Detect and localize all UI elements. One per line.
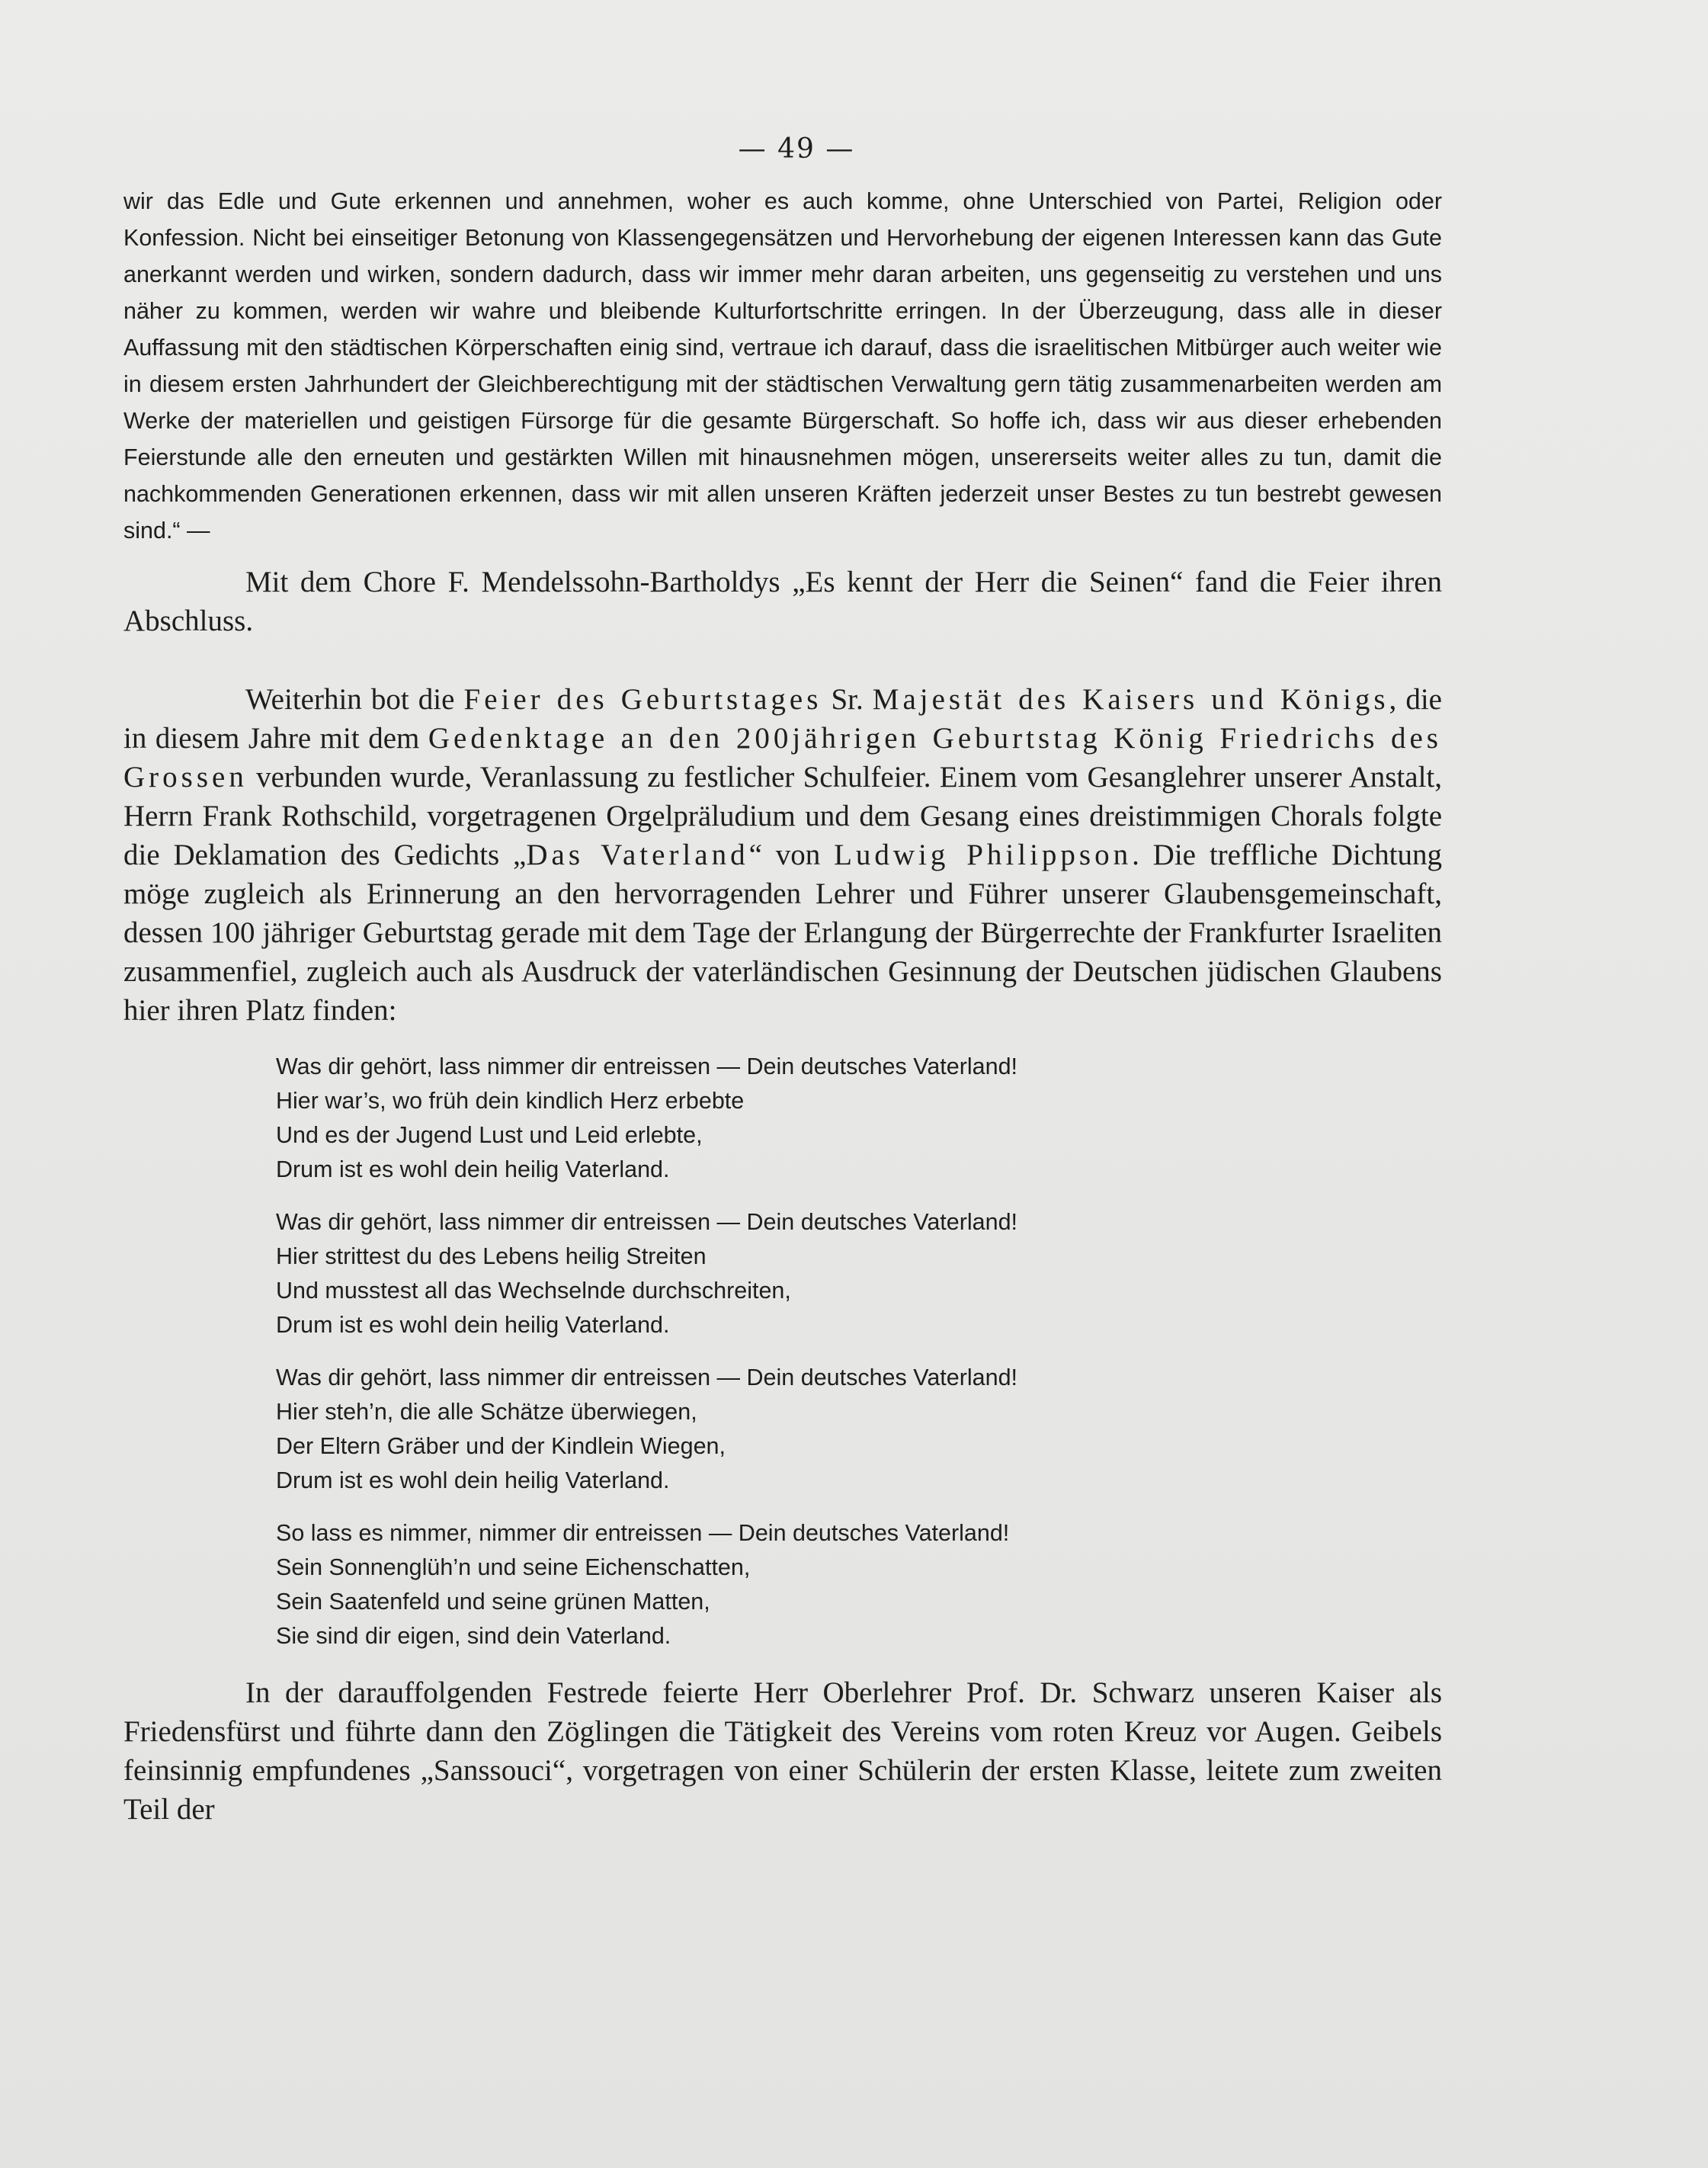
page-number: — 49 — [738, 133, 855, 165]
poem-line: Drum ist es wohl dein heilig Vaterland. [276, 1467, 670, 1493]
poem-line: Sie sind dir eigen, sind dein Vaterland. [276, 1623, 671, 1649]
text-run: . Die treffliche Dichtung möge zugleich als Erinnerung an den hervorragenden Lehrer und Führer unserer Glaubensgemeinschaft, dessen 100 jähriger Geburtstag gerade mit dem Tage der Erlangung der Bürgerrechte der Frankfurter Israeliten zusammenfiel, zugleich auch als Ausdruck der vaterländischen Gesinnung der Deutschen jüdischen Glaubens hier ihren Platz finden: [123, 839, 1442, 1027]
poem-das-vaterland [276, 1050, 1442, 1653]
poem-line: Und musstest all das Wechselnde durchschreiten, [276, 1278, 791, 1304]
poem-line: Was dir gehört, lass nimmer dir entreissen — Dein deutsches Vaterland! [276, 1365, 1018, 1390]
text-run: “ von [748, 839, 835, 871]
poem-line: Sein Sonnenglüh’n und seine Eichenschatten, [276, 1554, 751, 1580]
spaced-emphasis: Das Vaterland [526, 839, 749, 871]
text-run: Sr. [822, 683, 873, 716]
spaced-emphasis: Feier des Geburtstages [463, 683, 822, 716]
speech-quote-paragraph: wir das Edle und Gute erkennen und annehmen, woher es auch komme, ohne Unterschied von Partei, Religion oder Konfession. Nicht bei einseitiger Betonung von Klassengegensätzen und Hervorhebung der eigenen Interessen kann das Gute anerkannt werden und wirken, sondern dadurch, dass wir immer mehr daran arbeiten, uns gegenseitig zu verstehen und uns näher zu kommen, werden wir wahre und bleibende Kulturfortschritte erringen. In der Überzeugung, dass alle in dieser Auffassung mit den städtischen Körperschaften einig sind, vertraue ich darauf, dass die israelitischen Mitbürger auch weiter wie in diesem ersten Jahrhundert der Gleichberechtigung mit der städtischen Verwaltung gern tätig zusammenarbeiten werden am Werke der materiellen und geistigen Fürsorge für die gesamte Bürgerschaft. So hoffe ich, dass wir aus dieser erhebenden Feierstunde alle den erneuten und gestärkten Willen mit hinausnehmen mögen, unsererseits weiter alles zu tun, damit die nachkommenden Generationen erkennen, dass wir mit allen unseren Kräften jederzeit unser Bestes zu tun bestrebt gewesen sind.“ — [123, 188, 1442, 544]
poem-stanza [276, 1361, 1442, 1498]
poem-stanza [276, 1205, 1442, 1342]
spaced-emphasis: Majestät des Kaisers und Königs [872, 683, 1389, 716]
poem-line: Der Eltern Gräber und der Kindlein Wiegen, [276, 1433, 726, 1459]
birthday-celebration-paragraph [123, 680, 1442, 1030]
poem-line: Sein Saatenfeld und seine grünen Matten, [276, 1589, 710, 1615]
poem-line: Was dir gehört, lass nimmer dir entreissen — Dein deutsches Vaterland! [276, 1209, 1018, 1235]
poem-line: Hier strittest du des Lebens heilig Streiten [276, 1243, 707, 1269]
poem-line: Drum ist es wohl dein heilig Vaterland. [276, 1312, 670, 1338]
text-run: , die in diesem Jahre mit dem [123, 683, 1442, 755]
spaced-emphasis: Gedenktage an den 200jährigen Geburtstag König Friedrichs des Grossen [123, 722, 1442, 794]
closing-choir-paragraph: Mit dem Chore F. Mendelssohn-Bartholdys „Es kennt der Herr die Seinen“ fand die Feier ihren Abschluss. [123, 566, 1442, 637]
poem-stanza [276, 1050, 1442, 1187]
page-body [123, 183, 1442, 1829]
poem-line: Drum ist es wohl dein heilig Vaterland. [276, 1156, 670, 1182]
poem-line: Hier steh’n, die alle Schätze überwiegen, [276, 1399, 697, 1425]
poem-stanza [276, 1516, 1442, 1653]
poem-line: So lass es nimmer, nimmer dir entreissen — Dein deutsches Vaterland! [276, 1520, 1010, 1546]
text-run: verbunden wurde, Veranlassung zu festlicher Schulfeier. Einem vom Gesanglehrer unserer Anstalt, Herrn Frank Rothschild, vorgetragenen Orgelpräludium und dem Gesang eines dreistimmigen Chorals folgte die Deklamation des Gedichts „ [123, 761, 1442, 871]
poem-line: Was dir gehört, lass nimmer dir entreissen — Dein deutsches Vaterland! [276, 1054, 1018, 1079]
poem-line: Hier war’s, wo früh dein kindlich Herz erbebte [276, 1088, 745, 1114]
text-run: Weiterhin bot die [245, 683, 464, 716]
poem-line: Und es der Jugend Lust und Leid erlebte, [276, 1122, 703, 1148]
festrede-paragraph: In der darauffolgenden Festrede feierte Herr Oberlehrer Prof. Dr. Schwarz unseren Kaiser als Friedensfürst und führte dann den Zöglingen die Tätigkeit des Vereins vom roten Kreuz vor Augen. Geibels feinsinnig empfundenes „Sanssouci“, vorgetragen von einer Schülerin der ersten Klasse, leitete zum zweiten Teil der [123, 1676, 1442, 1826]
spaced-emphasis: Ludwig Philippson [834, 839, 1133, 871]
